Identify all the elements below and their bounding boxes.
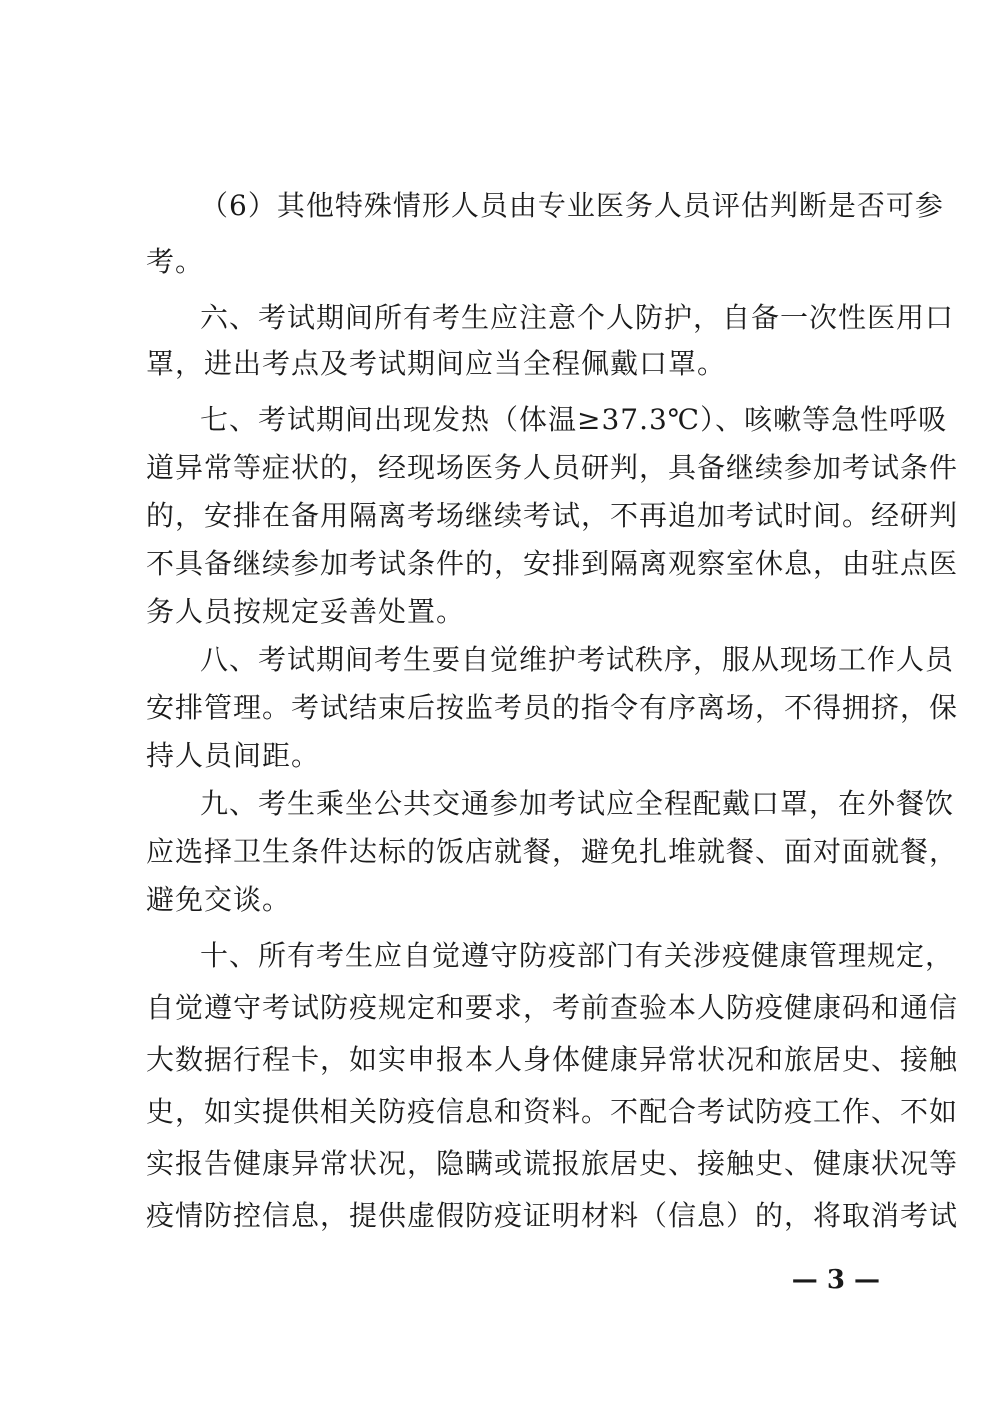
text-line: 考。 <box>146 245 205 278</box>
text-line: 应选择卫生条件达标的饭店就餐，避免扎堆就餐、面对面就餐， <box>146 835 959 868</box>
text-line: 自觉遵守考试防疫规定和要求，考前查验本人防疫健康码和通信 <box>146 991 959 1024</box>
text-line: 疫情防控信息，提供虚假防疫证明材料（信息）的，将取消考试 <box>146 1199 959 1232</box>
text-line: 务人员按规定妥善处置。 <box>146 595 466 628</box>
text-line: 七、考试期间出现发热（体温≥37.3℃）、咳嗽等急性呼吸 <box>200 403 948 436</box>
text-line: 八、考试期间考生要自觉维护考试秩序，服从现场工作人员 <box>200 643 955 676</box>
text-line: 九、考生乘坐公共交通参加考试应全程配戴口罩，在外餐饮 <box>200 787 955 820</box>
text-line: 不具备继续参加考试条件的，安排到隔离观察室休息，由驻点医 <box>146 547 959 580</box>
text-line: 的，安排在备用隔离考场继续考试，不再追加考试时间。经研判 <box>146 499 959 532</box>
text-line: 持人员间距。 <box>146 739 321 772</box>
text-line: 大数据行程卡，如实申报本人身体健康异常状况和旅居史、接触 <box>146 1043 959 1076</box>
page-number: — 3 — <box>791 1265 880 1295</box>
text-line: 史，如实提供相关防疫信息和资料。不配合考试防疫工作、不如 <box>146 1095 959 1128</box>
text-line: 罩，进出考点及考试期间应当全程佩戴口罩。 <box>146 347 727 380</box>
text-line: 十、所有考生应自觉遵守防疫部门有关涉疫健康管理规定， <box>200 939 955 972</box>
text-line: 安排管理。考试结束后按监考员的指令有序离场，不得拥挤，保 <box>146 691 959 724</box>
text-line: 实报告健康异常状况，隐瞒或谎报旅居史、接触史、健康状况等 <box>146 1147 959 1180</box>
text-line: （6）其他特殊情形人员由专业医务人员评估判断是否可参 <box>200 189 944 222</box>
text-line: 避免交谈。 <box>146 883 292 916</box>
text-line: 六、考试期间所有考生应注意个人防护，自备一次性医用口 <box>200 301 955 334</box>
text-line: 道异常等症状的，经现场医务人员研判，具备继续参加考试条件 <box>146 451 959 484</box>
